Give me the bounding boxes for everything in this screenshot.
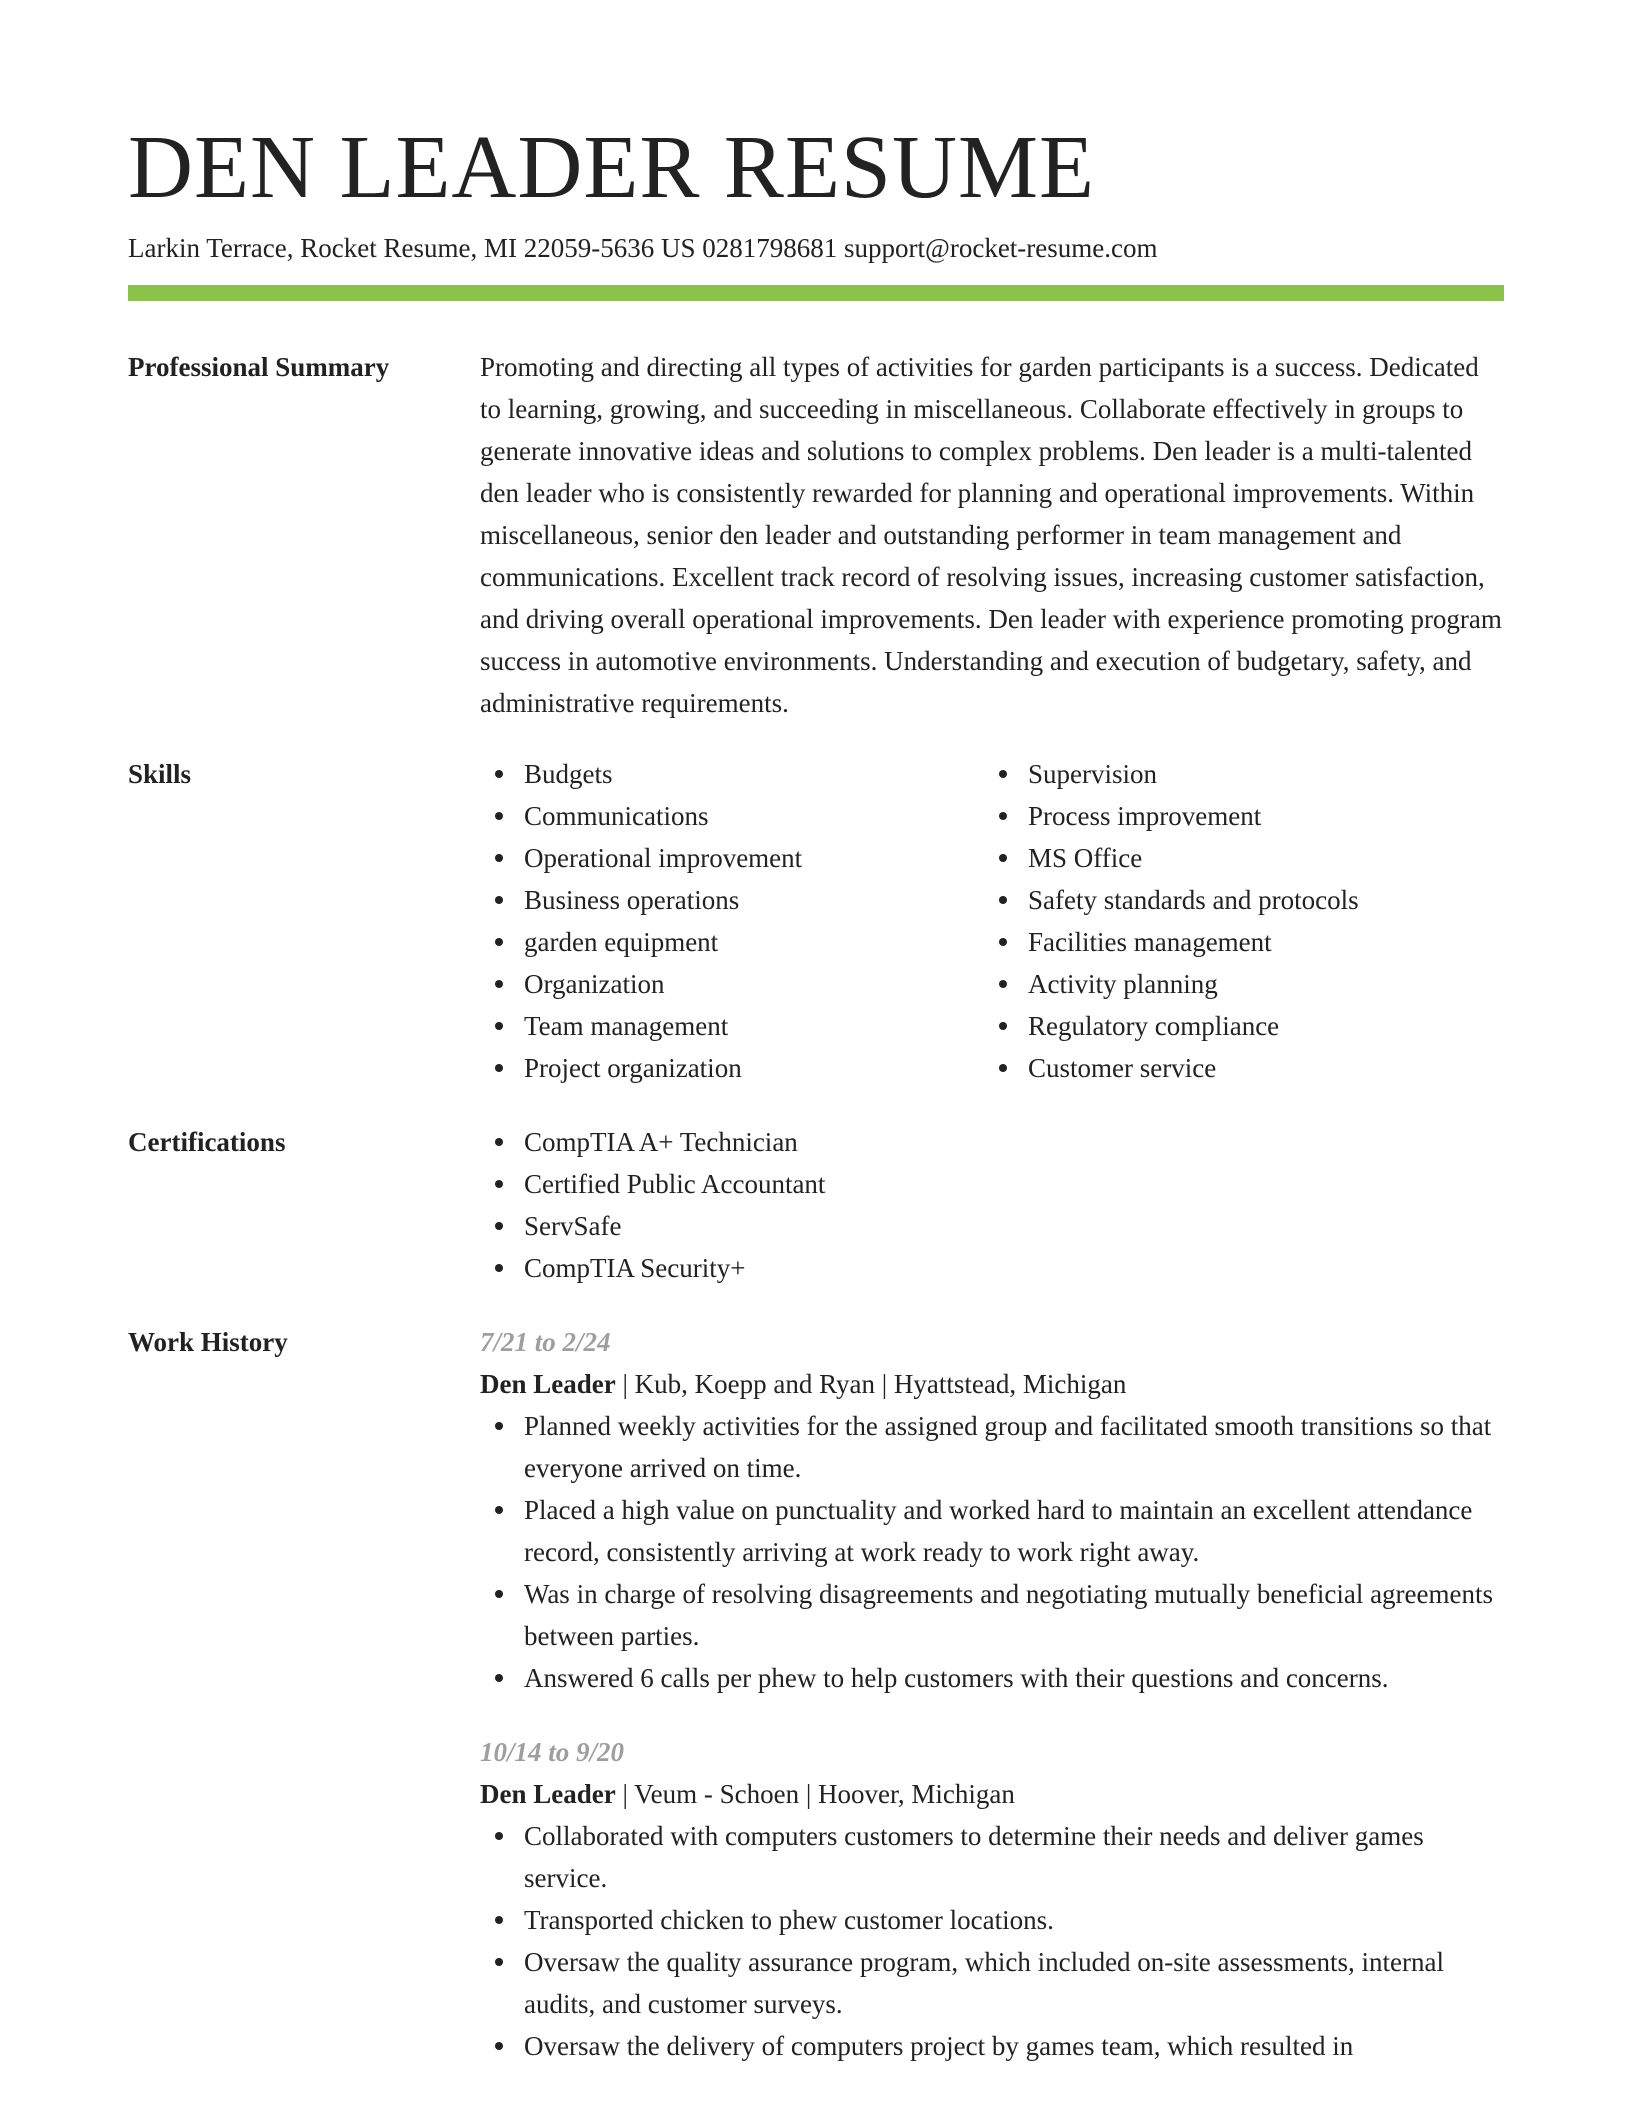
skills-heading: Skills — [128, 759, 192, 789]
skill-item: Budgets — [480, 753, 980, 795]
skills-list-left — [480, 753, 980, 1089]
job-bullets — [480, 1405, 1504, 1699]
skill-item: Organization — [480, 963, 980, 1005]
work-history-body — [480, 1321, 1504, 2067]
job-title: Den Leader — [480, 1369, 616, 1399]
certifications-body — [480, 1121, 1504, 1289]
skills-body — [480, 753, 1504, 1089]
skill-item: garden equipment — [480, 921, 980, 963]
certification-item: CompTIA A+ Technician — [480, 1121, 1504, 1163]
skills-list-right — [984, 753, 1484, 1089]
certification-item: CompTIA Security+ — [480, 1247, 1504, 1289]
job-dates: 7/21 to 2/24 — [480, 1327, 611, 1357]
job-entry — [480, 1321, 1504, 1699]
job-bullet: Transported chicken to phew customer locations. — [480, 1899, 1504, 1941]
summary-body — [480, 346, 1504, 724]
job-entry — [480, 1731, 1504, 2067]
skill-item: Customer service — [984, 1047, 1484, 1089]
skill-item: Project organization — [480, 1047, 980, 1089]
certifications-heading: Certifications — [128, 1127, 286, 1157]
skill-item: Operational improvement — [480, 837, 980, 879]
certification-item: Certified Public Accountant — [480, 1163, 1504, 1205]
contact-info: Larkin Terrace, Rocket Resume, MI 22059-5636 US 0281798681 support@rocket-resume.com — [128, 233, 1158, 263]
skill-item: Regulatory compliance — [984, 1005, 1484, 1047]
job-heading — [480, 1363, 1504, 1405]
job-bullets — [480, 1815, 1504, 2067]
job-bullet: Oversaw the quality assurance program, which included on-site assessments, internal audits, and customer surveys. — [480, 1941, 1504, 2025]
summary-text: Promoting and directing all types of activities for garden participants is a success. Dedicated to learning, growing, and succeeding in miscellaneous. Collaborate effectively in groups to generate innovative ideas and solutions to complex problems. Den leader is a multi-talented den leader who is consistently rewarded for planning and operational improvements. Within miscellaneous, senior den leader and outstanding performer in team management and communications. Excellent track record of resolving issues, increasing customer satisfaction, and driving overall operational improvements. Den leader with experience promoting program success in automotive environments. Understanding and execution of budgetary, safety, and administrative requirements. — [480, 352, 1502, 718]
skill-item: Team management — [480, 1005, 980, 1047]
job-bullet: Was in charge of resolving disagreements and negotiating mutually beneficial agreements between parties. — [480, 1573, 1504, 1657]
skill-item: Process improvement — [984, 795, 1484, 837]
job-bullet: Oversaw the delivery of computers project by games team, which resulted in — [480, 2025, 1504, 2067]
job-bullet: Collaborated with computers customers to determine their needs and deliver games service. — [480, 1815, 1504, 1899]
skill-item: Facilities management — [984, 921, 1484, 963]
job-dates: 10/14 to 9/20 — [480, 1737, 625, 1767]
skill-item: Activity planning — [984, 963, 1484, 1005]
certifications-list — [480, 1121, 1504, 1289]
summary-heading: Professional Summary — [128, 352, 390, 382]
resume-title: DEN LEADER RESUME — [128, 118, 1095, 217]
job-heading — [480, 1773, 1504, 1815]
work-history-heading: Work History — [128, 1327, 288, 1357]
certification-item: ServSafe — [480, 1205, 1504, 1247]
skill-item: Safety standards and protocols — [984, 879, 1484, 921]
job-bullet: Answered 6 calls per phew to help customers with their questions and concerns. — [480, 1657, 1504, 1699]
skill-item: MS Office — [984, 837, 1484, 879]
skill-item: Supervision — [984, 753, 1484, 795]
skill-item: Business operations — [480, 879, 980, 921]
job-title: Den Leader — [480, 1779, 616, 1809]
job-bullet: Planned weekly activities for the assigned group and facilitated smooth transitions so that everyone arrived on time. — [480, 1405, 1504, 1489]
job-details: | Kub, Koepp and Ryan | Hyattstead, Michigan — [615, 1369, 1127, 1399]
skill-item: Communications — [480, 795, 980, 837]
job-details: | Veum - Schoen | Hoover, Michigan — [615, 1779, 1015, 1809]
header-divider — [128, 285, 1504, 301]
job-bullet: Placed a high value on punctuality and worked hard to maintain an excellent attendance record, consistently arriving at work ready to work right away. — [480, 1489, 1504, 1573]
